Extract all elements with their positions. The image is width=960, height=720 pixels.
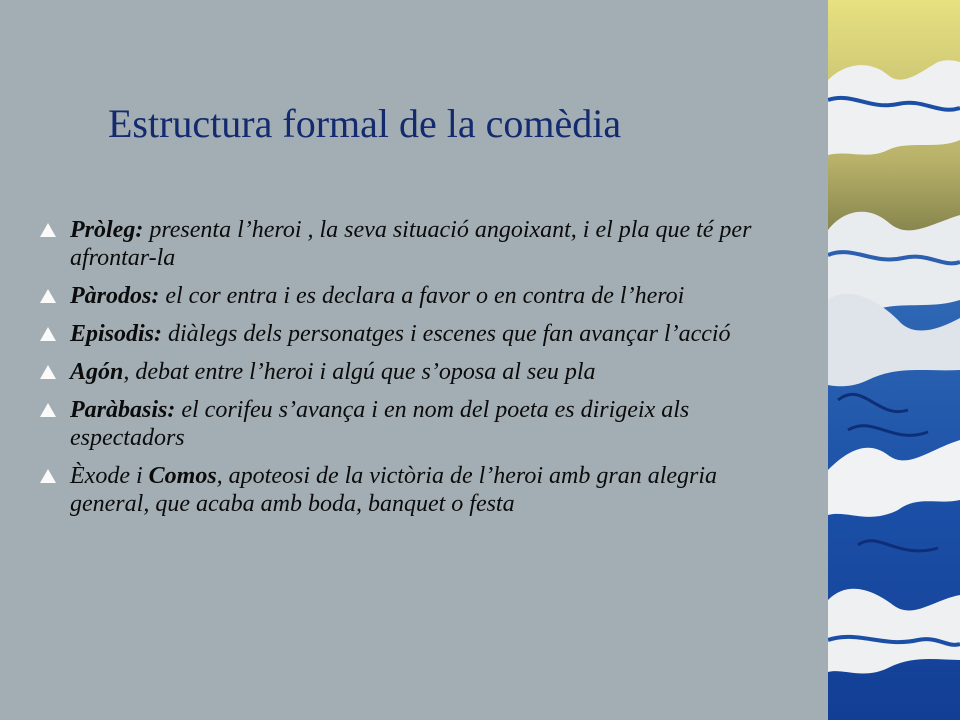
list-item (38, 358, 778, 386)
item-term: Episodis: (70, 321, 163, 347)
triangle-bullet-icon (38, 400, 58, 420)
list-item (38, 396, 778, 452)
slide-title: Estructura formal de la comèdia (108, 101, 622, 146)
triangle-bullet-icon (38, 324, 58, 344)
item-term: Agón (70, 359, 124, 385)
bullet-list (38, 216, 778, 528)
triangle-bullet-icon (38, 220, 58, 240)
list-item (38, 462, 778, 518)
item-text: , apoteosi de la victòria de l’heroi amb gran alegria general, que acaba amb boda, banquet o festa (70, 463, 718, 517)
triangle-bullet-icon (38, 466, 58, 486)
item-text: presenta l’heroi , la seva situació angoixant, i el pla que té per afrontar-la (70, 217, 752, 271)
triangle-bullet-icon (38, 362, 58, 382)
item-term: Pròleg: (70, 217, 144, 243)
great-wave-decoration-icon (828, 0, 960, 720)
item-term: Pàrodos: (70, 283, 160, 309)
item-text: el cor entra i es declara a favor o en contra de l’heroi (159, 283, 685, 309)
item-text: , debat entre l’heroi i algú que s’oposa al seu pla (123, 359, 596, 385)
list-item (38, 282, 778, 310)
triangle-bullet-icon (38, 286, 58, 306)
list-item (38, 216, 778, 272)
item-term: Paràbasis: (70, 397, 176, 423)
item-term: Comos (148, 463, 217, 489)
item-text: el corifeu s’avança i en nom del poeta es dirigeix als espectadors (70, 397, 690, 451)
list-item (38, 320, 778, 348)
item-text: diàlegs dels personatges i escenes que fan avançar l’acció (162, 321, 731, 347)
item-term-plain: Èxode i (70, 463, 149, 489)
